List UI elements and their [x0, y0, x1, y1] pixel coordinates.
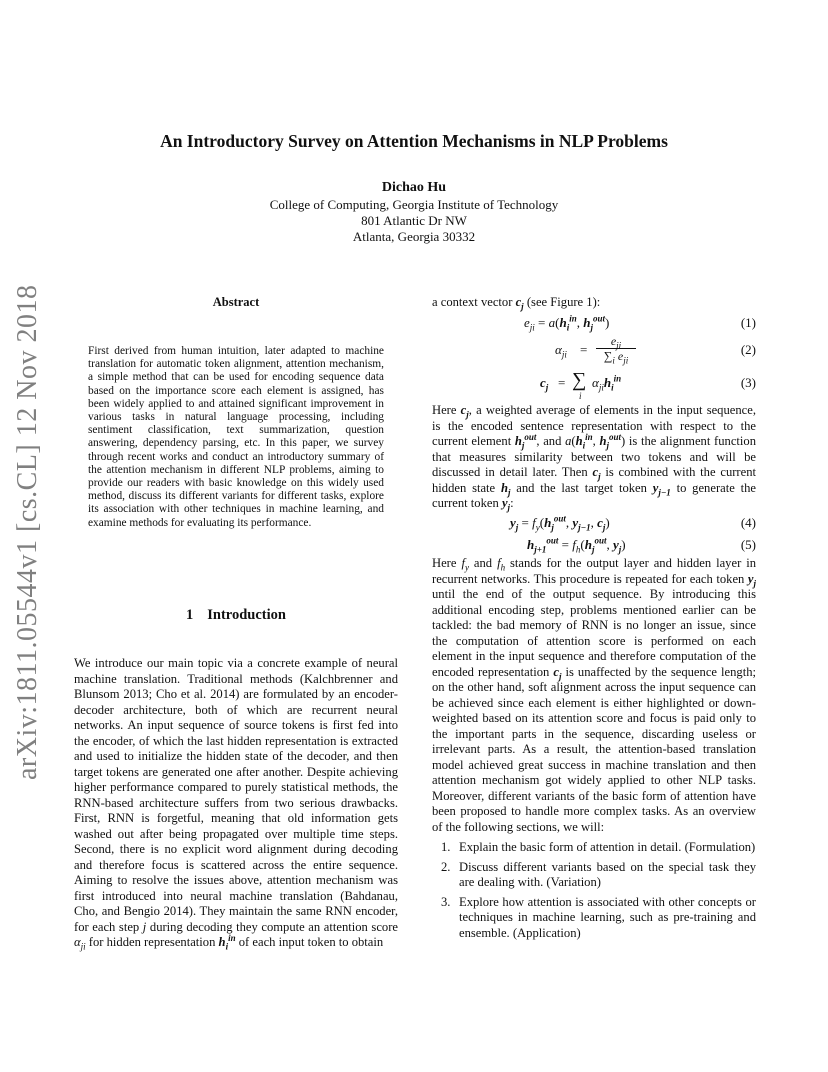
- author-name: Dichao Hu: [381, 180, 447, 195]
- math-f-h: $f_h$: [497, 556, 506, 573]
- p1-text: to generate the current token: [432, 480, 756, 510]
- paper-title: An Introductory Survey on Attention Mechanisms in NLP Problems: [160, 131, 668, 151]
- paragraph-context-vector: Here $c_j$, a weighted average of elements in the input sequence, is the encoded sentence representation with respect to the current element $h_j^{out}$, and $a(h_i^{in}$, $h_j^{out}$) is the alignment function that measures similarity between two tokens and will be discussed in detail later. Then $c_j$ is combined with the current hidden state $h_j$ and the last target token $y_{j-1}$ to generate the current token $y_j$:: [432, 403, 757, 513]
- equation-number: (4): [740, 515, 756, 530]
- paragraph-procedure: [432, 556, 756, 835]
- equation-number: (5): [740, 537, 756, 552]
- list-item: [441, 840, 756, 856]
- list-item: [441, 859, 756, 891]
- p1-text: is combined with the current hidden state: [432, 465, 757, 495]
- list-number: 1.: [441, 840, 451, 854]
- section-number: 1: [186, 607, 194, 623]
- math-c-j: $c_j$: [553, 664, 562, 682]
- math-alignment-fn: $a(h_i^{in}$, $h_j^{out}$): [565, 431, 626, 451]
- math-y-j-1: $y_{j-1}$: [652, 480, 671, 498]
- section-heading: [74, 607, 398, 624]
- list-item: [441, 894, 756, 942]
- equation-5: $h_{j+1}^{out} = f_h(h_j^{out}$, $y_j$) (5): [527, 535, 756, 555]
- intro-paragraph: [74, 656, 398, 951]
- author-affiliation-line: 801 Atlantic Dr NW: [361, 213, 467, 228]
- abstract-heading: Abstract: [212, 295, 260, 309]
- p1-text: is the alignment function that measures similarity between two tokens and will be discussed in detail later. Then: [432, 434, 756, 479]
- equation-3: $c_j$ = ∑ i $\alpha_{ji}h_i^{in}$ (3): [540, 369, 756, 401]
- intro-text: We introduce our main topic via a concrete example of neural machine translation. Traditional methods (Kalchbrenner and Blunsom 2013; Cho et al. 2014) are formulated by an encoder-decoder architecture, both of which are recurrent neural networks. An input sequence of source tokens is first fed into the encoder, of which the last hidden representation is extracted and used to initialize the hidden state of the decoder, and then target tokens are generated one after another. Despite achieving higher performance compared to purely statistical methods, the RNN-based architecture suffers from two serious drawbacks. First, RNN is forgetful, meaning that old information gets washed out after being propagated over multiple time steps. Second, there is no explicit word alignment during decoding and therefore focus is scattered across the entire sequence. Aiming to resolve the issues above, attention mechanism was first introduced into neural machine translation (Bahdanau, Cho, and Bengio 2014). They maintain the same RNN encoder, for each step: [74, 656, 398, 934]
- math-c-j: $c_j$: [460, 403, 469, 420]
- equation-number: (1): [740, 315, 756, 330]
- equation-number: (2): [740, 342, 756, 357]
- list-number: 2.: [441, 859, 451, 874]
- arxiv-stamp: arXiv:1811.05544v1 [cs.CL] 12 Nov 2018: [12, 284, 43, 780]
- intro-text-end-c: of each input token to obtain: [238, 935, 384, 949]
- math-y-j: $y_j$: [747, 571, 756, 589]
- equation-number: (3): [740, 375, 756, 390]
- math-c-j: $c_j$: [592, 465, 601, 482]
- equation-1: $e_{ji} = a(h_i^{in}$, $h_j^{out}$) (1): [524, 313, 756, 333]
- math-h-j: $h_j$: [500, 480, 511, 498]
- p1-text: , and: [536, 434, 562, 448]
- p1-text: , a weighted average of elements in the input sequence, is the encoded sentence representation with respect to the current element: [432, 403, 756, 448]
- overview-list: [441, 840, 756, 945]
- list-number: 3.: [441, 894, 451, 909]
- p2-text: until the end of the output sequence. By introducing this additional encoding step, problems mentioned earlier can be tackled: the bad memory of RNN is no longer an issue, since the computation of attention score is performed on each element in the input sequence and therefore computation of the encoded representation: [432, 587, 756, 679]
- p2-text: Here: [432, 556, 457, 570]
- math-alpha-ji: $\alpha_{ji}$: [74, 935, 86, 952]
- p2-text: and: [473, 556, 493, 570]
- p1-text: and the last target token: [516, 480, 647, 495]
- p2-text: stands for the output layer and hidden layer in recurrent networks. This procedure is repeated for each token: [432, 556, 757, 586]
- author-affiliation-line: Atlanta, Georgia 30332: [352, 229, 476, 244]
- equation-4: $y_j = f_y(h_j^{out}$, $y_{j-1}$, $c_j$) (4): [510, 513, 756, 533]
- intro-text-end-b: for hidden representation: [88, 935, 216, 949]
- math-h-in: $h_i^{in}$: [218, 932, 236, 952]
- math-f-y: $f_y$: [461, 556, 469, 573]
- author-affiliation-line: College of Computing, Georgia Institute of Technology: [269, 197, 559, 212]
- context-intro-text: a context vector: [432, 295, 513, 309]
- section-title: Introduction: [207, 607, 286, 623]
- math-y-j: $y_j$: [501, 496, 511, 513]
- equation-2: $\alpha_{ji}$ = $e_{ji}$ $\sum_i$ $e_{ji}$ (2): [555, 334, 756, 366]
- list-text: Discuss different variants based on the special task they are dealing with. (Variation): [459, 859, 756, 889]
- context-intro-end: (see Figure 1):: [526, 295, 601, 309]
- p1-text: Here: [432, 403, 457, 417]
- list-text: Explain the basic form of attention in detail. (Formulation): [459, 840, 756, 854]
- p2-text: is unaffected by the sequence length; on the other hand, soft alignment across the input sequence can be achieved since each element is either highlighted or down-weighted based on its attention score and focus is paid only to the important parts in the sequence, discarding useless or irrelevant parts. As a result, the attention-based translation model achieved great success in machine translation and then attention mechanism got widely applied to other NLP tasks. Moreover, different variants of the basic form of attention have been proposed to handle more complex tasks. As an overview of the following sections, we will:: [432, 664, 756, 834]
- intro-text-end-a: during decoding they compute an attention score: [149, 919, 398, 934]
- list-text: Explore how attention is associated with other concepts or techniques in machine learning, such as pre-training and ensemble. (Application): [459, 894, 756, 940]
- abstract-text: First derived from human intuition, later adapted to machine translation for automatic token alignment, attention mechanism, a simple method that can be used for encoding sequence data based on the importance score each element is assigned, has been widely applied to and attained significant improvement in various tasks in natural language processing, including sentiment classification, text summarization, question answering, dependency parsing, etc. In this paper, we survey through recent works and conduct an introductory summary of the attention mechanism in different NLP problems, aiming to provide our readers with basic knowledge on this widely used method, discuss its different variants for different tasks, explore its association with other techniques in machine learning, and examine methods for evaluating its performance.: [88, 345, 384, 529]
- math-c-j: $c_j$: [515, 295, 524, 312]
- math-j: j: [142, 919, 147, 934]
- context-intro-line: [432, 295, 756, 311]
- math-h-out: $h_j^{out}$: [514, 431, 537, 451]
